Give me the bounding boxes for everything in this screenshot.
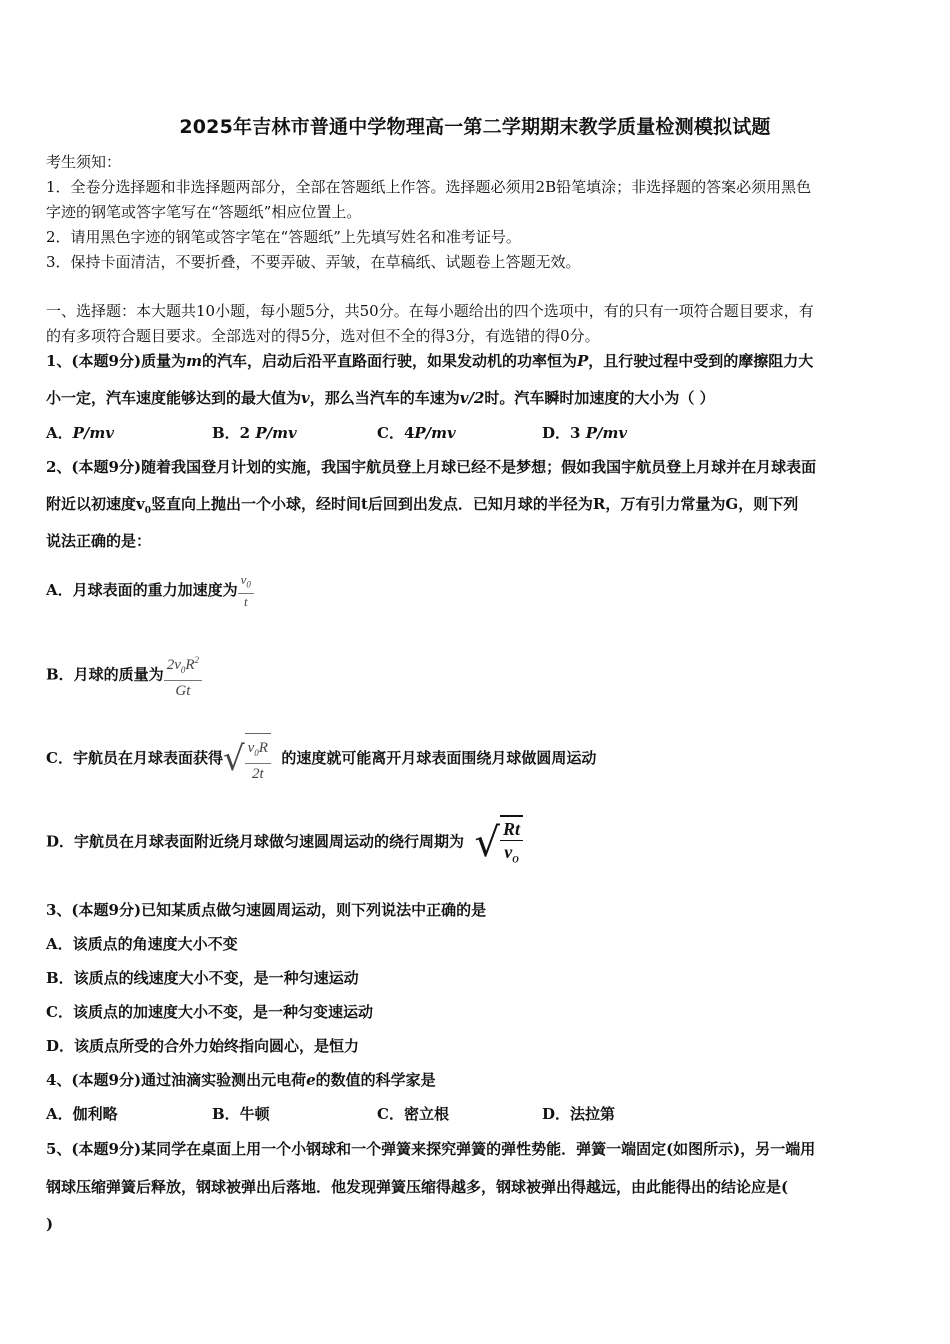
q2-option-b[interactable]: B．月球的质量为 $\frac{2v_0R^2}{Gt}$ bbox=[46, 650, 908, 698]
q1-text: ，那么当汽车的车速为 bbox=[309, 389, 460, 407]
q1-text: 时。汽车瞬时加速度的大小为（ ） bbox=[484, 389, 715, 407]
q5-line3: ) bbox=[46, 1215, 54, 1233]
q4-options bbox=[46, 1104, 846, 1124]
q2-option-d[interactable]: D．宇航员在月球表面附近绕月球做匀速圆周运动的绕行周期为 √ $\frac{Rt}{v_O}$ bbox=[46, 815, 908, 867]
section-heading-line1: 一、选择题：本大题共10小题，每小题5分，共50分。在每小题给出的四个选项中，有的只有一项符合题目要求，有 bbox=[46, 302, 814, 320]
q2-option-a[interactable]: A．月球表面的重力加速度为 $\frac{v_0}{t}$ bbox=[46, 568, 908, 612]
q3-option-b[interactable]: B．该质点的线速度大小不变，是一种匀速运动 bbox=[46, 969, 359, 987]
q2-option-d-formula: √ $\frac{Rt}{v_O}$ bbox=[474, 815, 523, 870]
q3-option-a[interactable]: A．该质点的角速度大小不变 bbox=[46, 935, 238, 953]
q5-line1: 5、(本题9分)某同学在桌面上用一个小钢球和一个弹簧来探究弹簧的弹性势能．弹簧一端固定(如图所示)，另一端用 bbox=[46, 1140, 816, 1158]
page-title: 2025年吉林市普通中学物理高一第二学期期末教学质量检测模拟试题 bbox=[179, 116, 771, 138]
notice-item-1b: 字迹的钢笔或答字笔写在“答题纸”相应位置上。 bbox=[46, 203, 362, 221]
q1-mass-symbol: m bbox=[186, 352, 202, 370]
q1-line1 bbox=[46, 351, 908, 371]
q4-option-d[interactable]: D．法拉第 bbox=[542, 1105, 616, 1123]
q1-options bbox=[46, 423, 846, 443]
q2-option-c-formula: √ $\frac{v_0R}{2t}$ bbox=[223, 732, 271, 786]
q1-text: 1、(本题9分)质量为 bbox=[46, 352, 187, 370]
notice-item-3: 3．保持卡面清洁，不要折叠，不要弄破、弄皱，在草稿纸、试题卷上答题无效。 bbox=[46, 253, 581, 271]
q2-line1: 2、(本题9分)随着我国登月计划的实施，我国宇航员登上月球已经不是梦想；假如我国宇航员登上月球并在月球表面 bbox=[46, 458, 817, 476]
q5-line2: 钢球压缩弹簧后释放，钢球被弹出后落地．他发现弹簧压缩得越多，钢球被弹出得越远，由此能得出的结论应是( bbox=[46, 1178, 789, 1196]
q2-line2: 附近以初速度$v_0$竖直向上抛出一个小球，经时间t后回到出发点．已知月球的半径为R，万有引力常量为G，则下列 bbox=[46, 495, 799, 516]
q3-stem: 3、(本题9分)已知某质点做匀速圆周运动，则下列说法中正确的是 bbox=[46, 901, 487, 919]
q1-text: 小一定，汽车速度能够达到的最大值为 bbox=[46, 389, 302, 407]
notice-heading: 考生须知： bbox=[46, 153, 122, 171]
q2-option-a-formula: $\frac{v_0}{t}$ bbox=[238, 572, 254, 610]
section-heading-line2: 的有多项符合题目要求。全部选对的得5分，选对但不全的得3分，有选错的得0分。 bbox=[46, 327, 600, 345]
q4-option-a[interactable]: A．伽利略 bbox=[46, 1105, 118, 1123]
q1-text: ，且行驶过程中受到的摩擦阻力大 bbox=[588, 352, 814, 370]
notice-item-1a: 1．全卷分选择题和非选择题两部分，全部在答题纸上作答。选择题必须用2B铅笔填涂；非选择题的答案必须用黑色 bbox=[46, 178, 812, 196]
q3-option-c[interactable]: C．该质点的加速度大小不变，是一种匀变速运动 bbox=[46, 1003, 373, 1021]
q2-option-b-formula: $\frac{2v_0R^2}{Gt}$ bbox=[164, 650, 202, 701]
q4-option-b[interactable]: B．牛顿 bbox=[212, 1105, 270, 1123]
q4-stem: 4、(本题9分)通过油滴实验测出元电荷e的数值的科学家是 bbox=[46, 1071, 436, 1089]
q1-option-b[interactable]: B．2 P/mv bbox=[212, 424, 297, 442]
q1-power-symbol: P bbox=[576, 352, 589, 370]
q4-charge-symbol: e bbox=[306, 1071, 316, 1089]
q2-line3: 说法正确的是： bbox=[46, 532, 152, 550]
q3-option-d[interactable]: D．该质点所受的合外力始终指向圆心，是恒力 bbox=[46, 1037, 360, 1055]
q1-option-a[interactable]: A．P/mv bbox=[46, 424, 114, 442]
q1-option-c[interactable]: C．4P/mv bbox=[377, 424, 456, 442]
q1-text: 的汽车，启动后沿平直路面行驶，如果发动机的功率恒为 bbox=[201, 352, 577, 370]
notice-item-2: 2．请用黑色字迹的钢笔或答字笔在“答题纸”上先填写姓名和准考证号。 bbox=[46, 228, 521, 246]
q1-half-speed: v/2 bbox=[459, 389, 485, 407]
q1-speed-symbol: v bbox=[301, 389, 310, 407]
q1-option-d[interactable]: D．3 P/mv bbox=[542, 424, 628, 442]
q1-line2 bbox=[46, 388, 908, 408]
q2-option-c[interactable]: C．宇航员在月球表面获得√ $\frac{v_0R}{2t}$ 的速度就可能离开月球表面围绕月球做圆周运动 bbox=[46, 732, 908, 784]
q4-option-c[interactable]: C．密立根 bbox=[377, 1105, 449, 1123]
